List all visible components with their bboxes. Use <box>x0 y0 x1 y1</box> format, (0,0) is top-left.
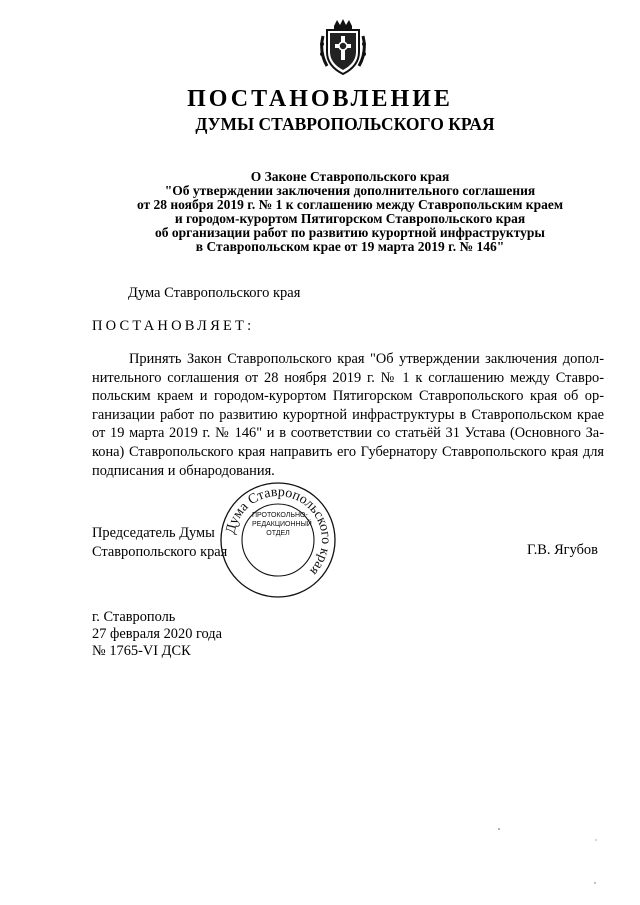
law-heading-line: в Ставропольском крае от 19 марта 2019 г. № 146" <box>195 239 505 254</box>
document-footer <box>92 609 222 661</box>
law-heading-line: и городом-курортом Пятигорском Ставропольского края <box>174 211 526 226</box>
paragraph-line: нительного соглашения от 28 ноября 2019 г. № 1 к соглашению между Ставро- <box>92 369 604 386</box>
stamp-inner-text <box>252 511 312 538</box>
paragraph-line: Принять Закон Ставропольского края "Об утверждении заключения допол- <box>129 351 604 367</box>
official-stamp <box>218 480 338 600</box>
chairman-title <box>92 524 227 561</box>
paragraph-line: кона) Ставропольского края направить его Губернатору Ставропольского края для <box>92 443 604 460</box>
law-heading-line: об организации работ по развитию курортной инфраструктуры <box>155 225 545 240</box>
stamp-ring-text: Дума Ставропольского края <box>223 484 334 579</box>
chairman-title-line: Председатель Думы <box>92 525 215 541</box>
law-heading <box>90 170 610 254</box>
paragraph-line: польским краем и городом-курортом Пятигорском Ставропольского края об ор- <box>92 388 604 405</box>
city: г. Ставрополь <box>92 609 176 625</box>
law-heading-line: от 28 ноября 2019 г. № 1 к соглашению между Ставропольским краем <box>136 197 564 212</box>
resolution-paragraph <box>92 350 604 480</box>
stamp-inner-line: ПРОТОКОЛЬНО- <box>252 512 308 519</box>
law-heading-line: О Законе Ставропольского края <box>250 169 450 184</box>
document-number: № 1765-VI ДСК <box>92 643 191 660</box>
law-heading-line: "Об утверждении заключения дополнительного соглашения <box>164 183 536 198</box>
paragraph-line: ганизации работ по развитию курортной инфраструктуры в Ставропольском крае <box>92 406 604 423</box>
coat-of-arms-emblem <box>318 18 368 76</box>
stamp-seal-icon <box>218 480 338 600</box>
paragraph-line: подписания и обнародования. <box>92 462 275 479</box>
signer-name: Г.В. Ягубов <box>527 542 598 558</box>
resolves-heading: ПОСТАНОВЛЯЕТ: <box>92 318 255 334</box>
document-date: 27 февраля 2020 года <box>92 626 223 643</box>
stamp-inner-line: РЕДАКЦИОННЫЙ <box>252 521 312 528</box>
chairman-title-line: Ставропольского края <box>92 543 228 560</box>
document-subtitle: ДУМЫ СТАВРОПОЛЬСКОГО КРАЯ <box>195 114 495 134</box>
duma-name: Дума Ставропольского края <box>128 285 301 301</box>
stamp-inner-line: ОТДЕЛ <box>266 530 290 537</box>
paragraph-line: от 19 марта 2019 г. № 146" и в соответствии со статьёй 31 Устава (Основного За- <box>92 425 604 442</box>
document-title: ПОСТАНОВЛЕНИЕ <box>187 86 453 112</box>
